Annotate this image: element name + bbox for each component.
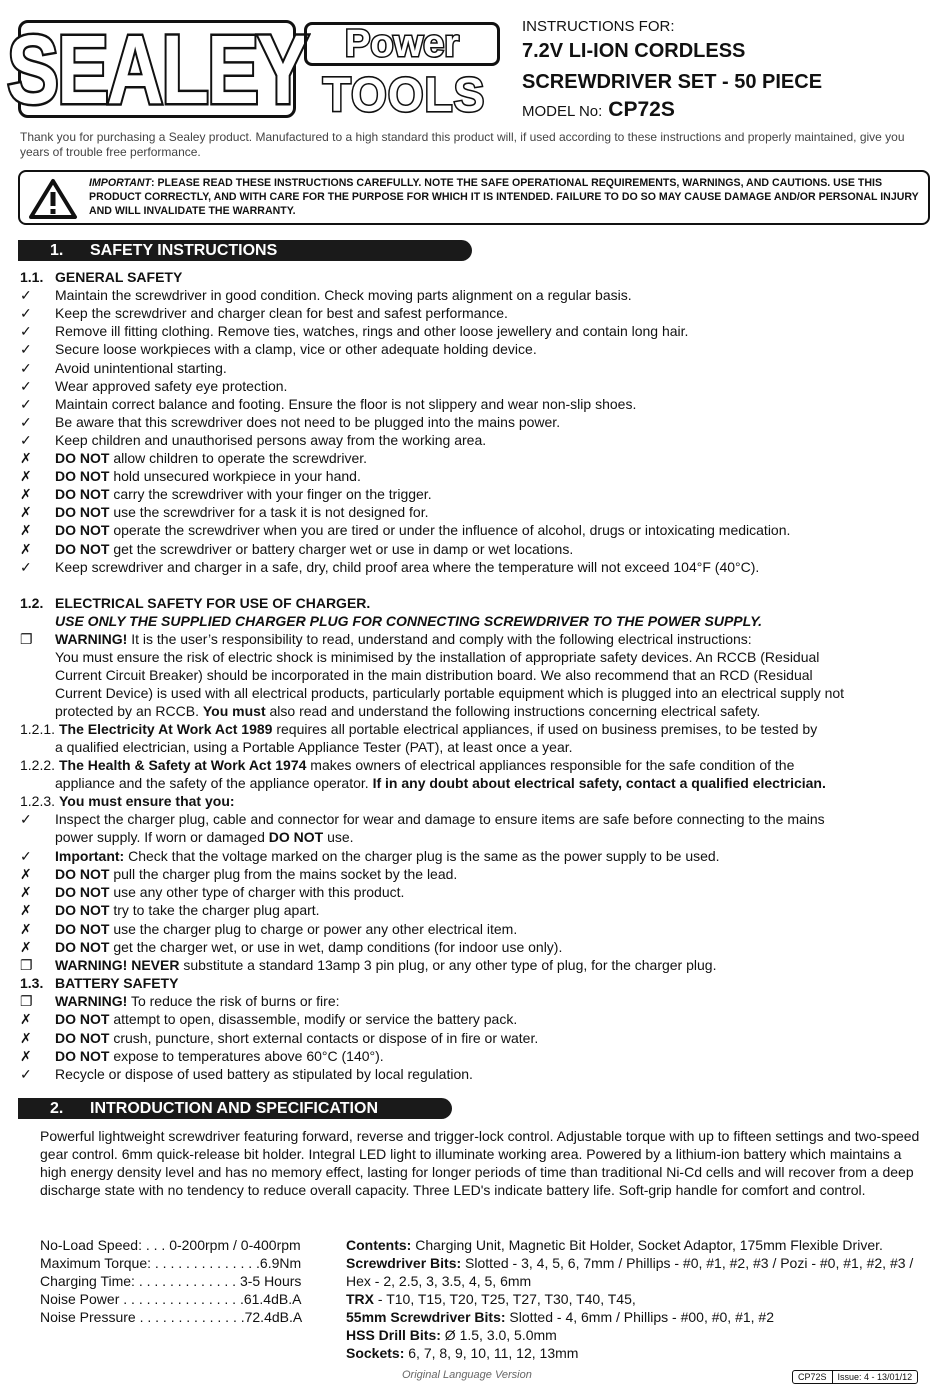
elec-warning-text [55, 630, 752, 648]
cross-icon: ✗ [20, 1029, 32, 1046]
list-item-body: get the charger wet, or use in wet, damp conditions (for indoor use only). [109, 938, 563, 955]
checkbox-icon: ❐ [20, 631, 33, 647]
cross-icon: ✗ [20, 938, 32, 955]
list-item-bold: DO NOT [55, 450, 110, 466]
elec-para-1-text: You must ensure the risk of electric shock is minimised by the installation of appropriate safety devices. An RCCB (Residual [55, 649, 820, 665]
sealey-logo-text: SEALEY [6, 14, 308, 124]
item-number: 1.1. [20, 269, 44, 285]
list-item-body: use the screwdriver for a task it is not designed for. [109, 504, 429, 521]
list-item-bold: WARNING! NEVER [55, 956, 180, 973]
list-item-text [55, 286, 632, 304]
list-item-text [55, 1047, 384, 1065]
inspect-cont-a: power supply. If worn or damaged [55, 829, 269, 845]
contents-item [346, 1236, 936, 1254]
instructions-for-label: INSTRUCTIONS FOR: [522, 18, 675, 35]
contents-item-text: Charging Unit, Magnetic Bit Holder, Socket Adaptor, 175mm Flexible Driver. [411, 1237, 883, 1253]
elec-subheading-text: USE ONLY THE SUPPLIED CHARGER PLUG FOR CONNECTING SCREWDRIVER TO THE POWER SUPPLY. [55, 613, 763, 629]
contents-item-label: TRX [346, 1291, 374, 1307]
list-item-body: operate the screwdriver when you are tired or under the influence of alcohol, drugs or intoxicating medication. [109, 522, 791, 539]
check-icon: ✓ [20, 431, 32, 448]
important-label: IMPORTANT [89, 177, 151, 189]
list-item-body: attempt to open, disassemble, modify or service the battery pack. [109, 1011, 518, 1028]
list-item-text [55, 467, 361, 485]
cross-icon: ✗ [20, 468, 32, 485]
list-item-bold: DO NOT [55, 504, 110, 521]
checkbox-icon: ❐ [20, 993, 33, 1010]
contents-list [346, 1236, 936, 1362]
list-item-text [55, 865, 457, 883]
check-icon: ✓ [20, 341, 32, 358]
list-item-bold: DO NOT [55, 486, 110, 503]
elec-para-4-bold: You must [202, 703, 266, 719]
list-item-text [55, 449, 367, 467]
list-item-body: Maintain the screwdriver in good condition. Check moving parts alignment on a regular basis. [55, 287, 632, 304]
contents-item [346, 1290, 936, 1308]
footer-issue: Issue: 4 - 13/01/12 [832, 1371, 918, 1383]
footer-version: Original Language Version [402, 1369, 532, 1381]
list-item-body: crush, puncture, short external contacts or dispose of in fire or water. [109, 1029, 539, 1046]
cross-icon: ✗ [20, 884, 32, 901]
check-icon: ✓ [20, 305, 32, 322]
list-item-body: Recycle or dispose of used battery as stipulated by local regulation. [55, 1065, 473, 1082]
list-item-text [55, 485, 432, 503]
list-item-body: Check that the voltage marked on the charger plug is the same as the power supply to be used. [124, 848, 720, 864]
contents-item-text: Slotted - 4, 6mm / Phillips - #00, #0, #1, #2 [505, 1309, 774, 1325]
spec-item: Maximum Torque: . . . . . . . . . . . . . .6.9Nm [40, 1255, 302, 1271]
check-icon: ✓ [20, 287, 32, 304]
list-item-bold: DO NOT [55, 468, 110, 485]
footer-issue-box [792, 1370, 918, 1384]
check-icon: ✓ [20, 558, 32, 575]
section2-header [18, 1098, 452, 1119]
list-item-bold: DO NOT [55, 920, 110, 937]
check-icon: ✓ [20, 377, 32, 394]
important-body: : PLEASE READ THESE INSTRUCTIONS CAREFULLY. NOTE THE SAFE OPERATIONAL REQUIREMENTS, WARNINGS, AND CAUTIONS. USE THIS PRODUCT CORRECTLY, AND WITH CARE FOR THE PURPOSE FOR WHICH IT IS INTENDED. FAILURE TO DO SO MAY CAUSE DAMAGE AND/OR PERSONAL INJURY AND WILL INVALIDATE THE WARRANTY. [89, 177, 919, 217]
check-icon: ✓ [20, 359, 32, 376]
p121-body: requires all portable electrical appliances, if used on business premises, to be tested by [272, 721, 818, 737]
p122-number: 1.2.2. [20, 757, 56, 773]
p123-text [59, 792, 235, 810]
inspect-cont-bold: DO NOT [268, 829, 324, 845]
elec-para-4-a: protected by an RCCB. [55, 703, 203, 719]
list-item-text [55, 1010, 517, 1028]
list-item-body: Be aware that this screwdriver does not need to be plugged into the mains power. [55, 413, 561, 430]
list-item-body: Remove ill fitting clothing. Remove ties, watches, rings and other loose jewellery and contain long hair. [55, 323, 689, 340]
list-item-bold: BATTERY SAFETY [55, 975, 179, 992]
elec-heading-number: 1.2. [20, 595, 44, 611]
cross-icon: ✗ [20, 1011, 32, 1028]
list-item-bold: DO NOT [55, 884, 110, 901]
list-item-body: Keep screwdriver and charger in a safe, dry, child proof area where the temperature will not exceed 104°F (40°C). [55, 558, 760, 575]
list-item-bold: DO NOT [55, 522, 110, 539]
important-notice-text [89, 176, 927, 218]
list-item-text [55, 340, 537, 358]
contents-item-text: Slotted - 3, 4, 5, 6, 7mm / Phillips - #0, #1, #2, #3 / Pozi - #0, #1, #2, #3 / Hex - 2, 2.5, 3, 3.5, 4, 5, 6mm [346, 1255, 914, 1289]
cross-icon: ✗ [20, 902, 32, 919]
elec-warning-body: It is the user’s responsibility to read, understand and comply with the following electrical instructions: [127, 631, 752, 647]
power-logo [304, 22, 500, 66]
list-item-body: Avoid unintentional starting. [55, 359, 227, 376]
list-item-text [55, 521, 790, 539]
warning-triangle-icon [28, 178, 78, 220]
list-item-body: get the screwdriver or battery charger wet or use in damp or wet locations. [109, 540, 574, 557]
list-item-text [55, 847, 720, 865]
check-icon: ✓ [20, 811, 32, 827]
item-number: 1.3. [20, 975, 44, 992]
list-item-body: allow children to operate the screwdriver. [109, 450, 368, 466]
product-title-line1: 7.2V LI-ION CORDLESS [522, 40, 746, 62]
list-item-body: pull the charger plug from the mains socket by the lead. [109, 866, 458, 883]
list-item-text [55, 1029, 538, 1047]
elec-para-3-text: Current Device) is used with all electrical products, particularly portable equipment which is plugged into an electrical supply not [55, 685, 845, 701]
sealey-logo [6, 14, 308, 124]
contents-item [346, 1254, 936, 1290]
contents-item-text: - T10, T15, T20, T25, T27, T30, T40, T45, [374, 1291, 636, 1307]
list-item-bold: DO NOT [55, 902, 110, 919]
cross-icon: ✗ [20, 522, 32, 539]
check-icon: ✓ [20, 848, 32, 864]
list-item-bold: DO NOT [55, 1011, 110, 1028]
list-item-bold: DO NOT [55, 1029, 110, 1046]
cross-icon: ✗ [20, 920, 32, 937]
check-icon: ✓ [20, 395, 32, 412]
spec-item: No-Load Speed: . . . 0-200rpm / 0-400rpm [40, 1237, 301, 1253]
inspect-cont-text [55, 828, 354, 846]
cross-icon: ✗ [20, 486, 32, 503]
p122-bold: The Health & Safety at Work Act 1974 [59, 757, 307, 773]
list-item-text [55, 304, 508, 322]
list-item-body: Keep children and unauthorised persons away from the working area. [55, 431, 487, 448]
list-item-bold: GENERAL SAFETY [55, 269, 183, 285]
list-item-text [55, 956, 716, 974]
cross-icon: ✗ [20, 504, 32, 521]
list-item-bold: DO NOT [55, 540, 110, 557]
list-item-text [55, 883, 404, 901]
inspect-cont-end: use. [323, 829, 354, 845]
list-item-body: expose to temperatures above 60°C (140°). [109, 1047, 384, 1064]
p121-number: 1.2.1. [20, 721, 56, 737]
list-item-text [55, 322, 688, 340]
list-item-bold: DO NOT [55, 938, 110, 955]
list-item-text [55, 1065, 473, 1083]
list-item-body: Secure loose workpieces with a clamp, vice or other adequate holding device. [55, 341, 537, 358]
list-item-bold: DO NOT [55, 866, 110, 883]
check-icon: ✓ [20, 413, 32, 430]
p121-cont-text: a qualified electrician, using a Portable Appliance Tester (PAT), at least once a year. [55, 739, 573, 755]
cross-icon: ✗ [20, 866, 32, 883]
checkbox-icon: ❐ [20, 956, 33, 973]
section1-title: SAFETY INSTRUCTIONS [90, 242, 278, 259]
list-item-text [55, 268, 182, 286]
power-logo-text: Power [344, 23, 460, 65]
list-item-bold: WARNING! [55, 993, 128, 1010]
section1-header [18, 240, 472, 261]
list-item-text [55, 377, 287, 395]
list-item-text [55, 938, 562, 956]
contents-item-text: Ø 1.5, 3.0, 5.0mm [440, 1327, 557, 1343]
p122-text [59, 756, 794, 774]
contents-item-label: Screwdriver Bits: [346, 1255, 462, 1271]
list-item-text [55, 431, 486, 449]
p123-number: 1.2.3. [20, 793, 56, 809]
list-item-bold: Important: [55, 848, 125, 864]
p123-bold: You must ensure that you: [59, 793, 235, 809]
list-item-text [55, 395, 636, 413]
intro-paragraph: Powerful lightweight screwdriver featuring forward, reverse and trigger-lock control. Adjustable torque with up to fifteen settings and two-speed gear control. 6mm quick-release bit holder. Integral LED light to illuminate working area. Powered by a lithium-ion battery which maintains a high energy density level and has no memory effect, lasting for longer periods of time than traditional Ni-Cd cells and will recover from a deep discharge state with no tendency to reduce overall capacity. Three LED's indicate battery life. Soft-grip handle for comfort and control. [40, 1128, 920, 1198]
list-item-body: use any other type of charger with this product. [109, 884, 405, 901]
p121-text [59, 720, 817, 738]
section2-title: INTRODUCTION AND SPECIFICATION [90, 1100, 378, 1117]
p122-body: makes owners of electrical appliances responsible for the safe condition of the [306, 757, 795, 773]
spec-item: Noise Power . . . . . . . . . . . . . . . .61.4dB.A [40, 1291, 302, 1307]
contents-item-label: Sockets: [346, 1345, 405, 1361]
elec-heading-text: ELECTRICAL SAFETY FOR USE OF CHARGER. [55, 595, 371, 611]
contents-item-label: Contents: [346, 1237, 412, 1253]
footer-model: CP72S [798, 1372, 827, 1382]
section2-number: 2. [50, 1100, 64, 1117]
list-item-bold: DO NOT [55, 1047, 110, 1064]
list-item-text [55, 974, 178, 992]
p122-cont-text [55, 774, 826, 792]
list-item-body: use the charger plug to charge or power any other electrical item. [109, 920, 518, 937]
section1-number: 1. [50, 242, 64, 259]
p122-cont-bold: If in any doubt about electrical safety, contact a qualified electrician. [372, 775, 826, 791]
list-item-body: substitute a standard 13amp 3 pin plug, or any other type of plug, for the charger plug. [179, 956, 717, 973]
tools-logo-text: TOOLS [322, 66, 486, 122]
list-item-text [55, 540, 573, 558]
elec-para-4-b: also read and understand the following instructions concerning electrical safety. [265, 703, 761, 719]
elec-para-4-text [55, 702, 760, 720]
contents-item-label: 55mm Screwdriver Bits: [346, 1309, 506, 1325]
cross-icon: ✗ [20, 450, 32, 466]
list-item-text [55, 901, 320, 919]
list-item-text [55, 359, 227, 377]
elec-warning-bold: WARNING! [55, 631, 128, 647]
contents-item-label: HSS Drill Bits: [346, 1327, 441, 1343]
contents-item [346, 1308, 936, 1326]
list-item-body: try to take the charger plug apart. [109, 902, 320, 919]
model-number [522, 98, 675, 122]
cross-icon: ✗ [20, 540, 32, 557]
list-item-body: Keep the screwdriver and charger clean for best and safest performance. [55, 305, 508, 322]
p121-bold: The Electricity At Work Act 1989 [59, 721, 273, 737]
intro-text: Thank you for purchasing a Sealey product. Manufactured to a high standard this product will, if used according to these instructions and properly maintained, give you years of trouble free performance. [20, 130, 905, 159]
p122-cont-a: appliance and the safety of the appliance operator. [55, 775, 373, 791]
list-item-body: carry the screwdriver with your finger on the trigger. [109, 486, 432, 503]
list-item-body: To reduce the risk of burns or fire: [127, 993, 340, 1010]
list-item-body: hold unsecured workpiece in your hand. [109, 468, 361, 485]
contents-item [346, 1344, 936, 1362]
inspect-text: Inspect the charger plug, cable and connector for wear and damage to ensure items are safe before connecting to the mains [55, 811, 825, 827]
cross-icon: ✗ [20, 1047, 32, 1064]
check-icon: ✓ [20, 323, 32, 340]
list-item-text [55, 413, 560, 431]
spec-item: Charging Time: . . . . . . . . . . . . . 3-5 Hours [40, 1273, 302, 1289]
list-item-text [55, 992, 340, 1010]
check-icon: ✓ [20, 1065, 32, 1082]
list-item-body: Maintain correct balance and footing. Ensure the floor is not slippery and wear non-slip shoes. [55, 395, 637, 412]
elec-para-2-text: Current Circuit Breaker) should be incorporated in the main distribution board. We also recommend that an RCD (Residual [55, 667, 813, 683]
list-item-text [55, 503, 429, 521]
model-label: MODEL No: [522, 103, 603, 120]
list-item-text [55, 558, 759, 576]
tools-logo [304, 66, 504, 122]
model-value: CP72S [608, 98, 675, 121]
list-item-body: Wear approved safety eye protection. [55, 377, 288, 394]
contents-item [346, 1326, 936, 1344]
product-title-line2: SCREWDRIVER SET - 50 PIECE [522, 71, 823, 93]
list-item-text [55, 920, 517, 938]
contents-item-text: 6, 7, 8, 9, 10, 11, 12, 13mm [404, 1345, 579, 1361]
spec-item: Noise Pressure . . . . . . . . . . . . . .72.4dB.A [40, 1309, 303, 1325]
